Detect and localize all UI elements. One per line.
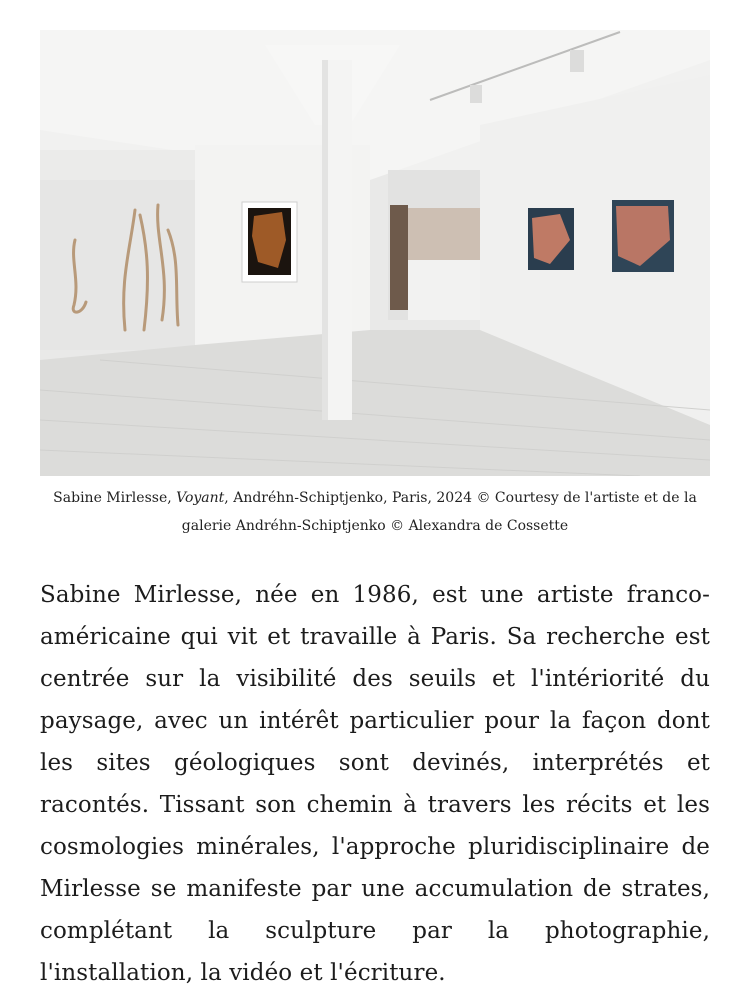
- caption-title: Voyant: [176, 490, 225, 506]
- caption-artist: Sabine Mirlesse: [53, 490, 168, 506]
- gallery-installation-photo: [40, 30, 710, 476]
- photo-caption: Sabine Mirlesse, Voyant, Andréhn-Schiptjenko, Paris, 2024 © Courtesy de l'artiste et de la galerie Andréhn-Schiptjenko © Alexandra de Cossette: [53, 490, 697, 534]
- caption-credits: Andréhn-Schiptjenko, Paris, 2024 © Courtesy de l'artiste et de la galerie Andréhn-Schiptjenko © Alexandra de Cossette: [181, 490, 697, 534]
- artist-biography: Sabine Mirlesse, née en 1986, est une artiste franco-américaine qui vit et travaille à Paris. Sa recherche est centrée sur la visibilité des seuils et l'intériorité du paysage, avec un intérêt particulier pour la façon dont les sites géologiques sont devinés, interprétés et racontés. Tissant son chemin à travers les récits et les cosmologies minérales, l'approche pluridisciplinaire de Mirlesse se manifeste par une accumulation de strates, complétant la sculpture par la photographie, l'installation, la vidéo et l'écriture.: [40, 582, 710, 986]
